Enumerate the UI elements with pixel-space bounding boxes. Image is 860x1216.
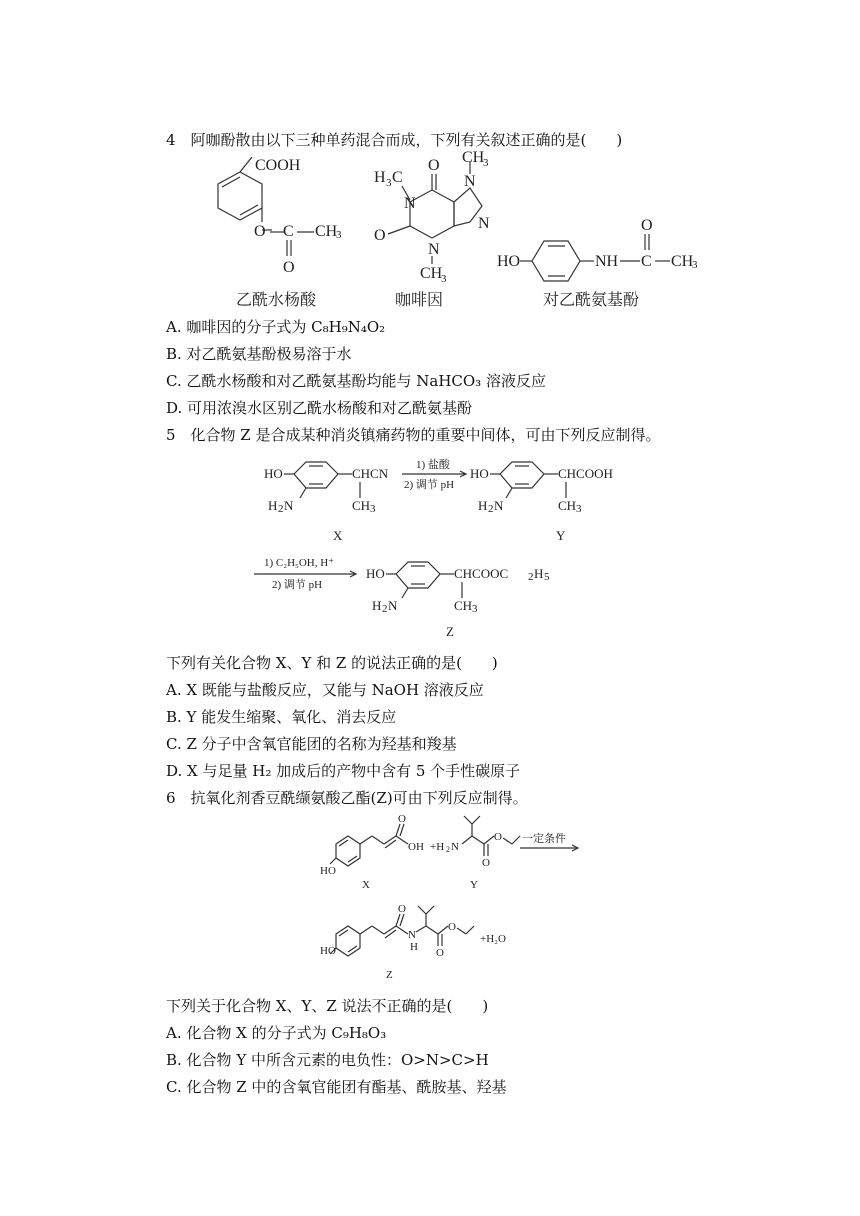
step1-condition-1: 1) 盐酸 [416,459,450,471]
compound-y [470,462,613,543]
svg-text:H: H [534,566,544,581]
step2-condition-2: 2) 调节 pH [272,579,323,591]
q6-reaction-scheme [0,814,860,994]
q4-stem: 4 阿咖酚散由以下三种单药混合而成，下列有关叙述正确的是( ) [166,131,623,149]
compound-x-q6 [320,813,424,891]
svg-text:2: 2 [382,603,388,615]
svg-text:+H: +H [430,841,445,853]
svg-text:3: 3 [386,177,392,189]
svg-text:3: 3 [336,229,342,241]
svg-text:CH: CH [671,253,694,270]
svg-text:N: N [388,598,398,613]
svg-text:2: 2 [488,503,494,515]
svg-text:C: C [392,169,403,186]
svg-text:HO: HO [497,253,521,270]
svg-text:2: 2 [446,845,450,854]
svg-text:CH: CH [454,598,473,613]
svg-text:CH: CH [558,498,577,513]
svg-text:H: H [268,498,278,513]
svg-text:O: O [283,259,295,276]
q6-label-z: Z [386,969,393,981]
compound-x [264,462,389,543]
svg-text:NH: NH [595,253,619,270]
svg-text:3: 3 [472,603,478,615]
q6-option-b: B. 化合物 Y 中所含元素的电负性：O>N>C>H [166,1051,489,1069]
svg-text:O: O [494,831,502,843]
svg-text:OH: OH [408,841,424,853]
svg-text:2: 2 [528,571,534,583]
svg-text:O: O [398,903,406,915]
svg-text:3: 3 [370,503,376,515]
svg-text:HO: HO [320,865,336,877]
svg-text:N: N [408,929,416,941]
caffeine-structure [374,149,490,285]
compound-y-q6 [462,816,520,891]
svg-text:3: 3 [692,259,698,271]
q4-option-c: C. 乙酰水杨酸和对乙酰氨基酚均能与 NaHCO₃ 溶液反应 [166,372,546,390]
svg-text:CHCN: CHCN [352,466,389,481]
q5-option-a: A. X 既能与盐酸反应，又能与 NaOH 溶液反应 [166,681,484,699]
compound-z-q6 [320,903,506,981]
q6-option-c: C. 化合物 Z 中的含氧官能团有酯基、酰胺基、羟基 [166,1078,507,1096]
q4-structures [0,149,860,332]
svg-text:H: H [372,598,382,613]
caption-paracetamol: 对乙酰氨基酚 [543,290,640,309]
label-x: X [333,528,343,543]
step2-condition-1: 1) C₂H₅OH, H⁺ [264,557,335,569]
label-z: Z [446,624,454,639]
svg-text:N: N [428,241,440,258]
q6-condition: 一定条件 [522,833,566,845]
q4-option-d: D. 可用浓溴水区别乙酰水杨酸和对乙酰氨基酚 [166,399,473,417]
svg-text:C: C [641,253,652,270]
svg-text:CH: CH [462,149,485,166]
svg-text:O: O [374,227,386,244]
q6-label-x: X [362,879,370,891]
q4-option-a: A. 咖啡因的分子式为 C₈H₉N₄O₂ [166,318,386,336]
compound-z [366,562,550,639]
aspirin-structure [218,157,342,276]
svg-text:HO: HO [470,466,489,481]
q6-label-y: Y [470,879,478,891]
caption-aspirin: 乙酰水杨酸 [236,290,317,309]
paracetamol-structure [497,217,698,281]
svg-text:3: 3 [576,503,582,515]
svg-text:HO: HO [366,566,385,581]
q5-option-b: B. Y 能发生缩聚、氧化、消去反应 [166,708,397,726]
svg-text:CHCOOH: CHCOOH [558,466,613,481]
q6-question: 下列关于化合物 X、Y、Z 说法不正确的是( ) [166,997,489,1015]
svg-text:H: H [478,498,488,513]
q6-stem: 6 抗氧化剂香豆酰缬氨酸乙酯(Z)可由下列反应制得。 [166,789,528,807]
svg-text:C: C [283,223,294,240]
svg-text:O: O [398,813,406,825]
svg-text:H: H [410,941,418,953]
svg-text:COOH: COOH [255,157,301,174]
svg-text:O: O [428,157,440,174]
svg-text:3: 3 [441,273,447,285]
svg-text:O: O [436,947,444,959]
svg-text:O: O [641,217,653,234]
svg-text:2: 2 [278,503,284,515]
svg-text:N: N [451,841,459,853]
svg-text:CH: CH [352,498,371,513]
q5-option-c: C. Z 分子中含氧官能团的名称为羟基和羧基 [166,735,457,753]
svg-text:N: N [464,173,476,190]
svg-text:N: N [478,215,490,232]
q6-byproduct: +H₂O [480,933,506,945]
step1-condition-2: 2) 调节 pH [404,479,455,491]
svg-text:3: 3 [483,157,489,169]
svg-text:N: N [494,498,504,513]
q5-question: 下列有关化合物 X、Y 和 Z 的说法正确的是( ) [166,654,498,672]
svg-text:HO: HO [320,945,336,957]
q6-option-a: A. 化合物 X 的分子式为 C₉H₈O₃ [166,1024,387,1042]
q5-stem: 5 化合物 Z 是合成某种消炎镇痛药物的重要中间体，可由下列反应制得。 [166,426,661,444]
svg-text:H: H [374,169,386,186]
svg-text:CHCOOC: CHCOOC [454,566,509,581]
svg-text:CH: CH [420,265,443,282]
q4-option-b: B. 对乙酰氨基酚极易溶于水 [166,345,352,363]
svg-text:O: O [482,857,490,869]
svg-text:O: O [254,223,266,240]
svg-text:O: O [448,921,456,933]
svg-text:CH: CH [315,223,338,240]
caption-caffeine: 咖啡因 [395,290,444,309]
q5-option-d: D. X 与足量 H₂ 加成后的产物中含有 5 个手性碳原子 [166,762,521,780]
label-y: Y [556,528,566,543]
svg-text:5: 5 [544,571,550,583]
svg-text:N: N [404,195,416,212]
svg-text:HO: HO [264,466,283,481]
q5-reaction-scheme [0,452,860,642]
svg-text:N: N [284,498,294,513]
